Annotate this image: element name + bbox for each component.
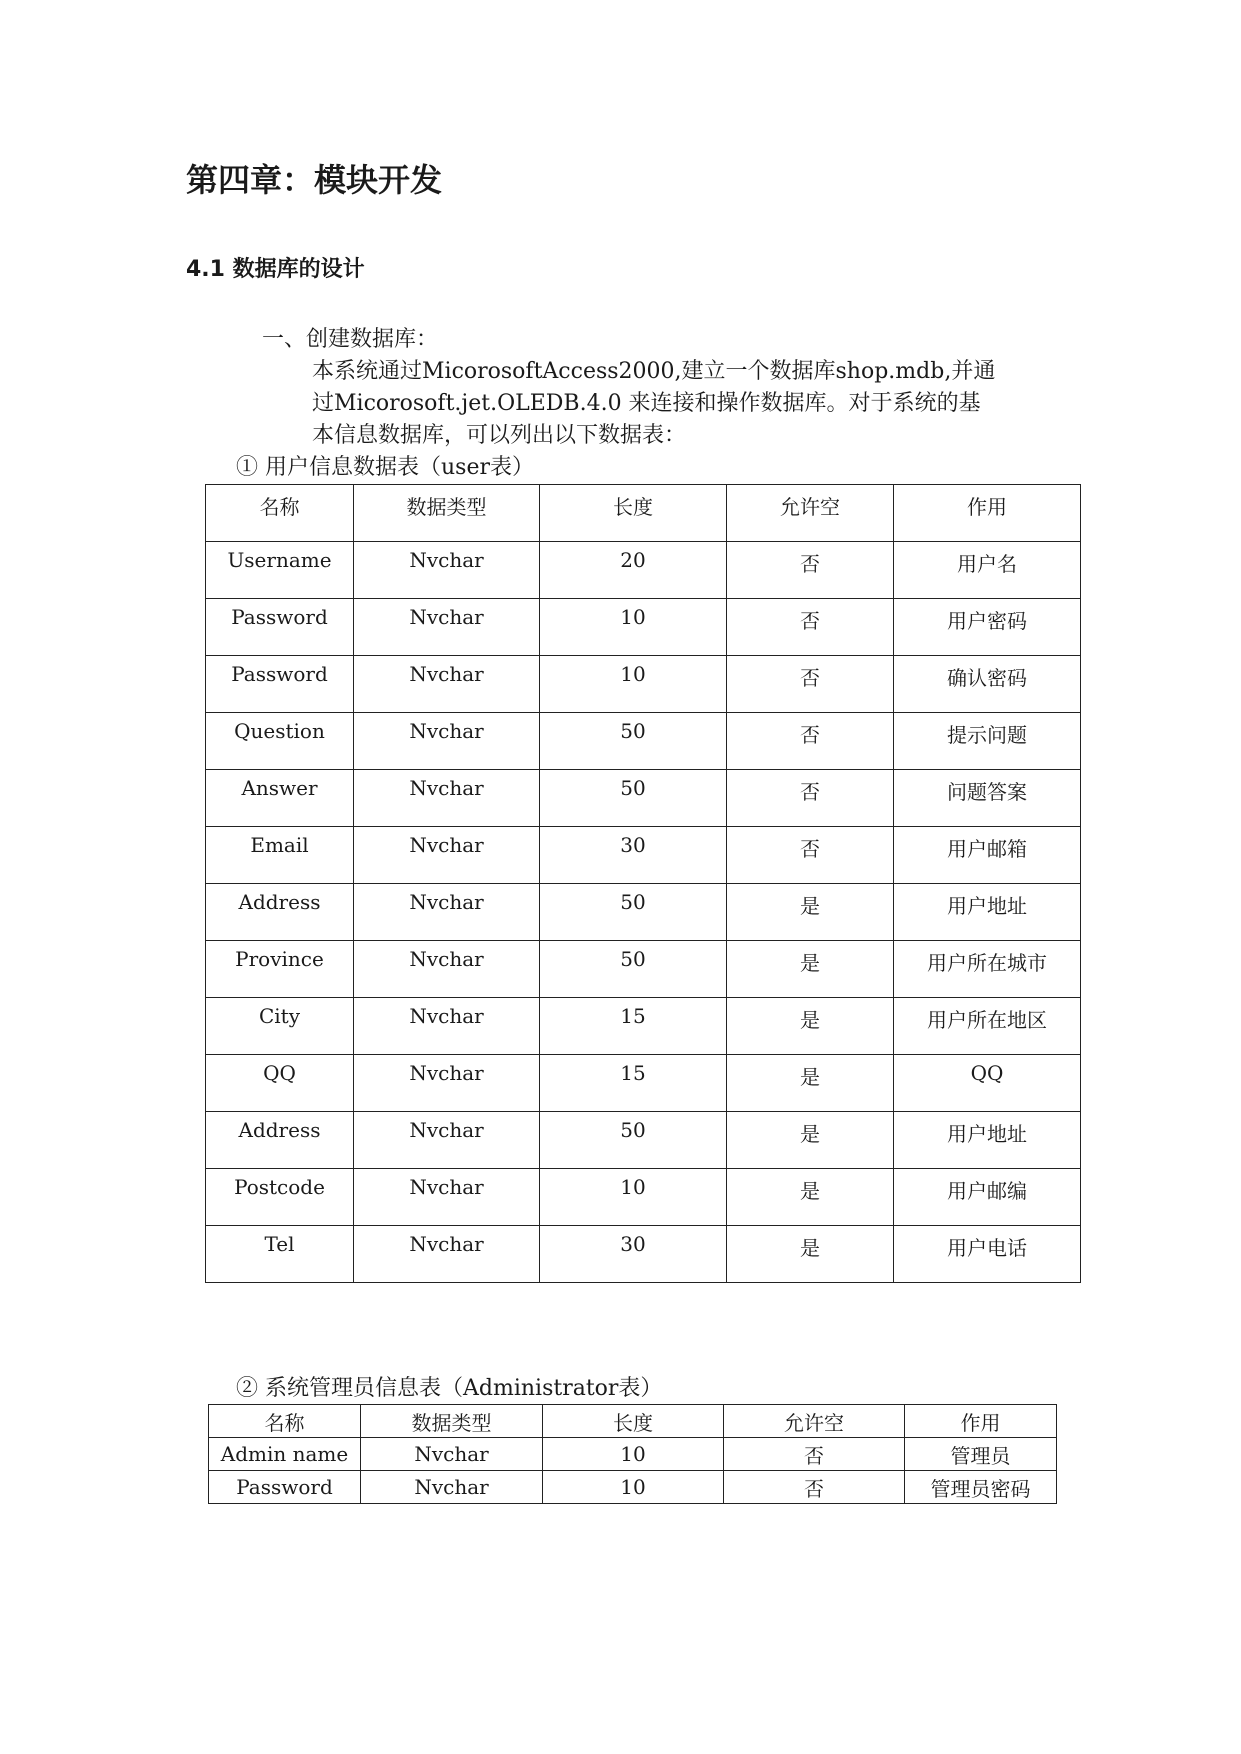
user-table	[205, 484, 1081, 1283]
table-cell: 50	[540, 1112, 727, 1169]
table1-caption: ① 用户信息数据表（user表）	[236, 455, 534, 480]
table-row	[209, 1471, 1057, 1504]
table-cell: 是	[727, 1226, 894, 1283]
table-cell: 是	[727, 998, 894, 1055]
table-row	[206, 884, 1081, 941]
table-row	[206, 827, 1081, 884]
table-cell: 10	[543, 1471, 724, 1504]
table-row	[206, 1226, 1081, 1283]
table-cell: 否	[727, 542, 894, 599]
table-cell: 用户邮箱	[894, 827, 1081, 884]
table-cell: 用户所在城市	[894, 941, 1081, 998]
table-cell: 是	[727, 1112, 894, 1169]
paragraph-line-2: 过Micorosoft.jet.OLEDB.4.0 来连接和操作数据库。对于系统的基	[312, 391, 981, 416]
table-cell: Username	[206, 542, 354, 599]
table-cell: 管理员	[905, 1438, 1057, 1471]
table-cell: 30	[540, 827, 727, 884]
table-cell: 是	[727, 941, 894, 998]
column-header: 数据类型	[361, 1405, 543, 1438]
column-header: 名称	[206, 485, 354, 542]
table-cell: Address	[206, 884, 354, 941]
table-cell: 10	[540, 656, 727, 713]
table-cell: Nvchar	[354, 599, 540, 656]
section-title: 4.1 数据库的设计	[186, 257, 365, 282]
table-cell: Nvchar	[354, 1055, 540, 1112]
table-cell: 否	[727, 713, 894, 770]
table-cell: Password	[209, 1471, 361, 1504]
table-cell: 用户所在地区	[894, 998, 1081, 1055]
table-cell: QQ	[894, 1055, 1081, 1112]
table-cell: Nvchar	[354, 941, 540, 998]
table-row	[206, 1112, 1081, 1169]
table-cell: 否	[724, 1471, 905, 1504]
table-cell: Nvchar	[354, 884, 540, 941]
table-cell: 用户密码	[894, 599, 1081, 656]
table-row	[206, 998, 1081, 1055]
table-cell: 用户名	[894, 542, 1081, 599]
chapter-title: 第四章：模块开发	[186, 161, 443, 199]
table-cell: 10	[540, 1169, 727, 1226]
table-cell: 否	[727, 827, 894, 884]
column-header: 名称	[209, 1405, 361, 1438]
table-row	[206, 770, 1081, 827]
table-cell: Nvchar	[354, 713, 540, 770]
subsection-heading: 一、创建数据库：	[262, 327, 439, 352]
table-cell: 10	[543, 1438, 724, 1471]
table-cell: 用户地址	[894, 884, 1081, 941]
table-cell: Password	[206, 599, 354, 656]
table-cell: Tel	[206, 1226, 354, 1283]
column-header: 长度	[540, 485, 727, 542]
table-cell: Nvchar	[354, 1112, 540, 1169]
table-cell: Nvchar	[354, 770, 540, 827]
table-cell: 50	[540, 770, 727, 827]
paragraph-line-1: 本系统通过MicorosoftAccess2000,建立一个数据库shop.mdb,并通	[312, 359, 996, 384]
column-header: 允许空	[724, 1405, 905, 1438]
table-header-row	[209, 1405, 1057, 1438]
table-cell: Postcode	[206, 1169, 354, 1226]
table-cell: 是	[727, 1055, 894, 1112]
table-cell: Nvchar	[354, 1169, 540, 1226]
table-cell: 50	[540, 884, 727, 941]
table-cell: 否	[724, 1438, 905, 1471]
table-cell: Password	[206, 656, 354, 713]
table-cell: Admin name	[209, 1438, 361, 1471]
table-cell: 用户邮编	[894, 1169, 1081, 1226]
table-row	[206, 599, 1081, 656]
table-cell: Nvchar	[354, 542, 540, 599]
table-cell: 30	[540, 1226, 727, 1283]
table-cell: City	[206, 998, 354, 1055]
table-cell: 15	[540, 998, 727, 1055]
table-cell: Nvchar	[354, 827, 540, 884]
table-cell: 10	[540, 599, 727, 656]
paragraph-line-3: 本信息数据库，可以列出以下数据表：	[312, 423, 687, 448]
table2-caption: ② 系统管理员信息表（Administrator表）	[236, 1376, 663, 1401]
table-cell: Address	[206, 1112, 354, 1169]
column-header: 长度	[543, 1405, 724, 1438]
table-row	[206, 1169, 1081, 1226]
table-row	[206, 713, 1081, 770]
table-cell: 20	[540, 542, 727, 599]
table-cell: 50	[540, 713, 727, 770]
table-cell: Email	[206, 827, 354, 884]
table-cell: 提示问题	[894, 713, 1081, 770]
table-cell: Answer	[206, 770, 354, 827]
table-cell: Nvchar	[354, 656, 540, 713]
table-cell: Nvchar	[361, 1471, 543, 1504]
administrator-table	[208, 1404, 1057, 1504]
table-row	[206, 941, 1081, 998]
table-cell: QQ	[206, 1055, 354, 1112]
table-cell: 否	[727, 599, 894, 656]
table-cell: 用户地址	[894, 1112, 1081, 1169]
table-cell: 15	[540, 1055, 727, 1112]
column-header: 作用	[905, 1405, 1057, 1438]
table-row	[206, 1055, 1081, 1112]
table-row	[209, 1438, 1057, 1471]
table-header-row	[206, 485, 1081, 542]
table-cell: 50	[540, 941, 727, 998]
column-header: 数据类型	[354, 485, 540, 542]
table-cell: 是	[727, 884, 894, 941]
table-cell: 确认密码	[894, 656, 1081, 713]
column-header: 允许空	[727, 485, 894, 542]
table-cell: Nvchar	[354, 998, 540, 1055]
table-cell: Province	[206, 941, 354, 998]
table-row	[206, 656, 1081, 713]
table-cell: 否	[727, 656, 894, 713]
table-cell: Question	[206, 713, 354, 770]
column-header: 作用	[894, 485, 1081, 542]
table-cell: Nvchar	[354, 1226, 540, 1283]
table-row	[206, 542, 1081, 599]
table-cell: 管理员密码	[905, 1471, 1057, 1504]
table-cell: 否	[727, 770, 894, 827]
table-cell: Nvchar	[361, 1438, 543, 1471]
table-cell: 是	[727, 1169, 894, 1226]
table-cell: 用户电话	[894, 1226, 1081, 1283]
table-cell: 问题答案	[894, 770, 1081, 827]
